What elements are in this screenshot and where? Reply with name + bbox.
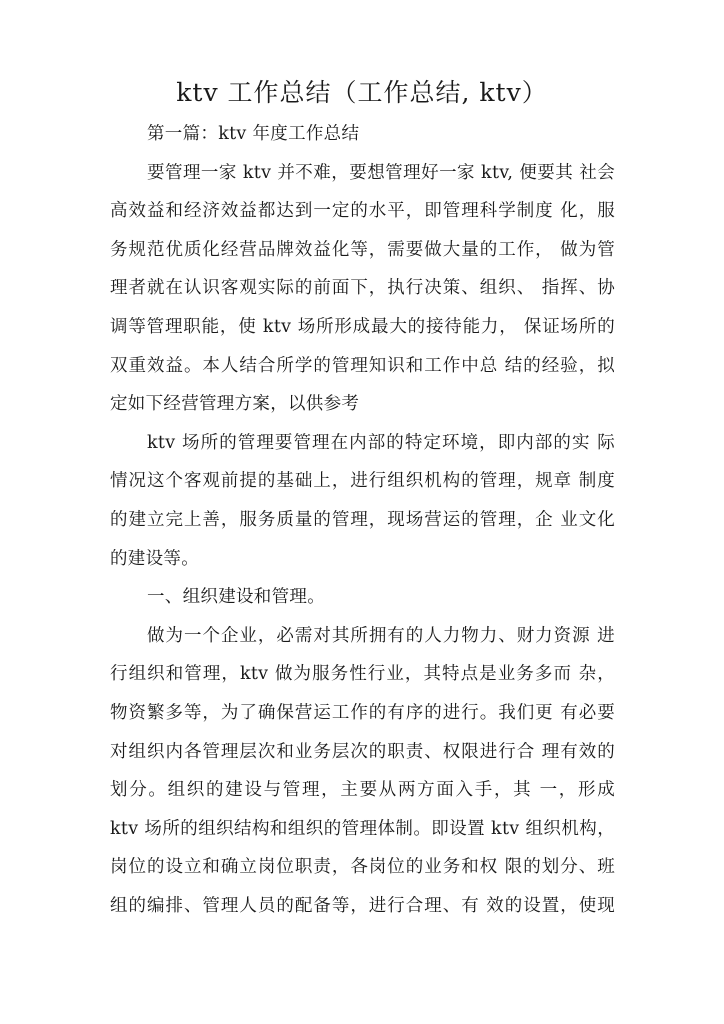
text-line: 调等管理职能，使 ktv 场所形成最大的接待能力， 保证场所的 — [110, 317, 615, 337]
text-line: 双重效益。本人结合所学的管理知识和工作中总 结的经验，拟 — [110, 356, 615, 376]
text-line: 物资繁多等，为了确保营运工作的有序的进行。我们更 有必要 — [110, 703, 615, 723]
text-line: ktv 场所的组织结构和组织的管理体制。即设置 ktv 组织机构， — [110, 819, 615, 839]
text-line: 组的编排、管理人员的配备等，进行合理、有 效的设置，使现 — [110, 896, 615, 916]
text-line: 划分。组织的建设与管理，主要从两方面入手，其 一，形成 — [110, 780, 615, 800]
text-line: 行组织和管理，ktv 做为服务性行业，其特点是业务多而 杂， — [110, 664, 615, 684]
text-line: 务规范优质化经营品牌效益化等，需要做大量的工作， 做为管 — [110, 240, 615, 260]
text-line: 高效益和经济效益都达到一定的水平，即管理科学制度 化，服 — [110, 201, 615, 221]
text-line: 一、组织建设和管理。 — [147, 587, 325, 607]
text-line: 理者就在认识客观实际的前面下，执行决策、组织、 指挥、协 — [110, 278, 615, 298]
document-title: ktv 工作总结（工作总结, ktv） — [176, 78, 548, 107]
text-line: 第一篇：ktv 年度工作总结 — [147, 124, 360, 144]
text-line: 对组织内各管理层次和业务层次的职责、权限进行合 理有效的 — [110, 742, 615, 762]
text-line: 做为一个企业，必需对其所拥有的人力物力、财力资源 进 — [147, 626, 615, 646]
text-line: 定如下经营管理方案，以供参考 — [110, 394, 360, 414]
text-line: 的建设等。 — [110, 549, 199, 569]
text-line: 的建立完上善，服务质量的管理，现场营运的管理，企 业文化 — [110, 510, 615, 530]
text-line: 岗位的设立和确立岗位职责，各岗位的业务和权 限的划分、班 — [110, 857, 615, 877]
text-line: 情况这个客观前提的基础上，进行组织机构的管理，规章 制度 — [110, 471, 615, 491]
text-line: 要管理一家 ktv 并不难，要想管理好一家 ktv, 便要其 社会 — [147, 163, 615, 183]
text-line: ktv 场所的管理要管理在内部的特定环境，即内部的实 际 — [147, 433, 615, 453]
